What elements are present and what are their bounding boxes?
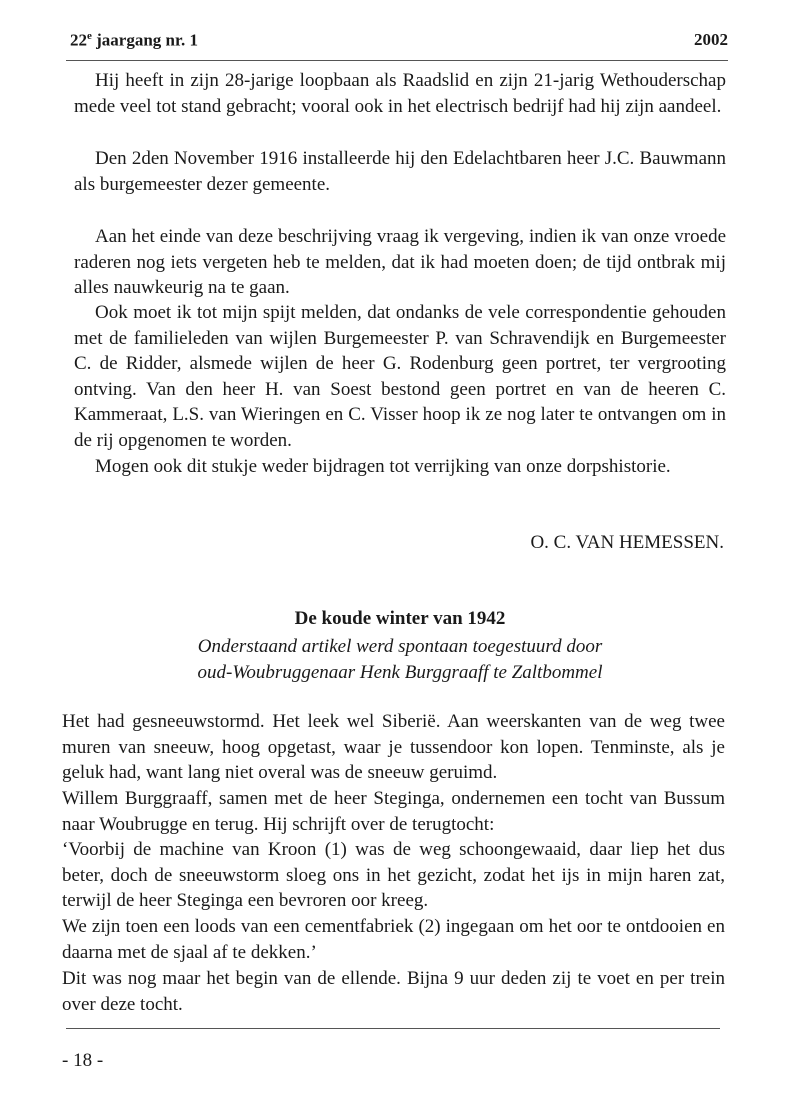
volume-label: 22e jaargang nr. 1: [70, 30, 198, 50]
author-signature: O. C. VAN HEMESSEN.: [530, 532, 724, 553]
article2-paragraph-4: We zijn toen een loods van een cementfabriek (2) ingegaan om het oor te ontdooien en daarna met de sjaal af te dekken.’: [62, 916, 725, 963]
header-divider: [66, 60, 728, 61]
article1-paragraph-2: Den 2den November 1916 installeerde hij den Edelachtbaren heer J.C. Bauwmann als burgemeester dezer gemeente.: [74, 148, 726, 195]
article1-paragraph-3: Aan het einde van deze beschrijving vraag ik vergeving, indien ik van onze vroede raderen nog iets vergeten heb te melden, dat ik had moeten doen; de tijd ontbrak mij alles nauwkeurig na te gaan.: [74, 226, 726, 299]
article2-title: De koude winter van 1942: [294, 608, 506, 629]
article1-paragraph-5: Mogen ook dit stukje weder bijdragen tot verrijking van onze dorpshistorie.: [95, 456, 671, 477]
page-number: - 18 -: [62, 1050, 104, 1071]
header-year: 2002: [694, 30, 728, 49]
article1-paragraph-1: Hij heeft in zijn 28-jarige loopbaan als Raadslid en zijn 21-jarig Wethouderschap mede veel tot stand gebracht; vooral ook in het electrisch bedrijf had hij zijn aandeel.: [74, 70, 726, 117]
article1-paragraph-4: Ook moet ik tot mijn spijt melden, dat ondanks de vele correspondentie gehouden met de familieleden van wijlen Burgemeester P. van Schravendijk en Burgemeester C. de Ridder, alsmede wijlen de heer G. Rodenburg geen portret, ter vergrooting ontving. Van den heer H. van Soest bestond geen portret en van de heeren C. Kammeraat, L.S. van Wieringen en C. Visser hoop ik ze nog later te ontvangen om in de rij opgenomen te worden.: [74, 302, 726, 451]
article2-paragraph-2: Willem Burggraaff, samen met de heer Steginga, ondernemen een tocht van Bussum naar Woubrugge en terug. Hij schrijft over de terugtocht:: [62, 788, 725, 835]
article2-paragraph-1: Het had gesneeuwstormd. Het leek wel Siberië. Aan weerskanten van de weg twee muren van sneeuw, hoog opgetast, waar je tussendoor kon lopen. Tenminste, als je geluk had, want lang niet overal was de sneeuw geruimd.: [62, 711, 725, 784]
article2-subtitle-line-1: Onderstaand artikel werd spontaan toegestuurd door: [197, 636, 603, 657]
article2-paragraph-5: Dit was nog maar het begin van de ellende. Bijna 9 uur deden zij te voet en per trein over deze tocht.: [62, 968, 725, 1015]
article2-subtitle-line-2: oud-Woubruggenaar Henk Burggraaff te Zaltbommel: [197, 662, 603, 683]
article2-paragraph-3: ‘Voorbij de machine van Kroon (1) was de weg schoongewaaid, daar liep het dus beter, doch de sneeuwstorm sloeg ons in het gezicht, zodat het ijs in mijn haren zat, terwijl de heer Steginga een bevroren oor kreeg.: [62, 839, 725, 912]
page-header: [66, 30, 728, 60]
footer-divider: [66, 1028, 720, 1029]
